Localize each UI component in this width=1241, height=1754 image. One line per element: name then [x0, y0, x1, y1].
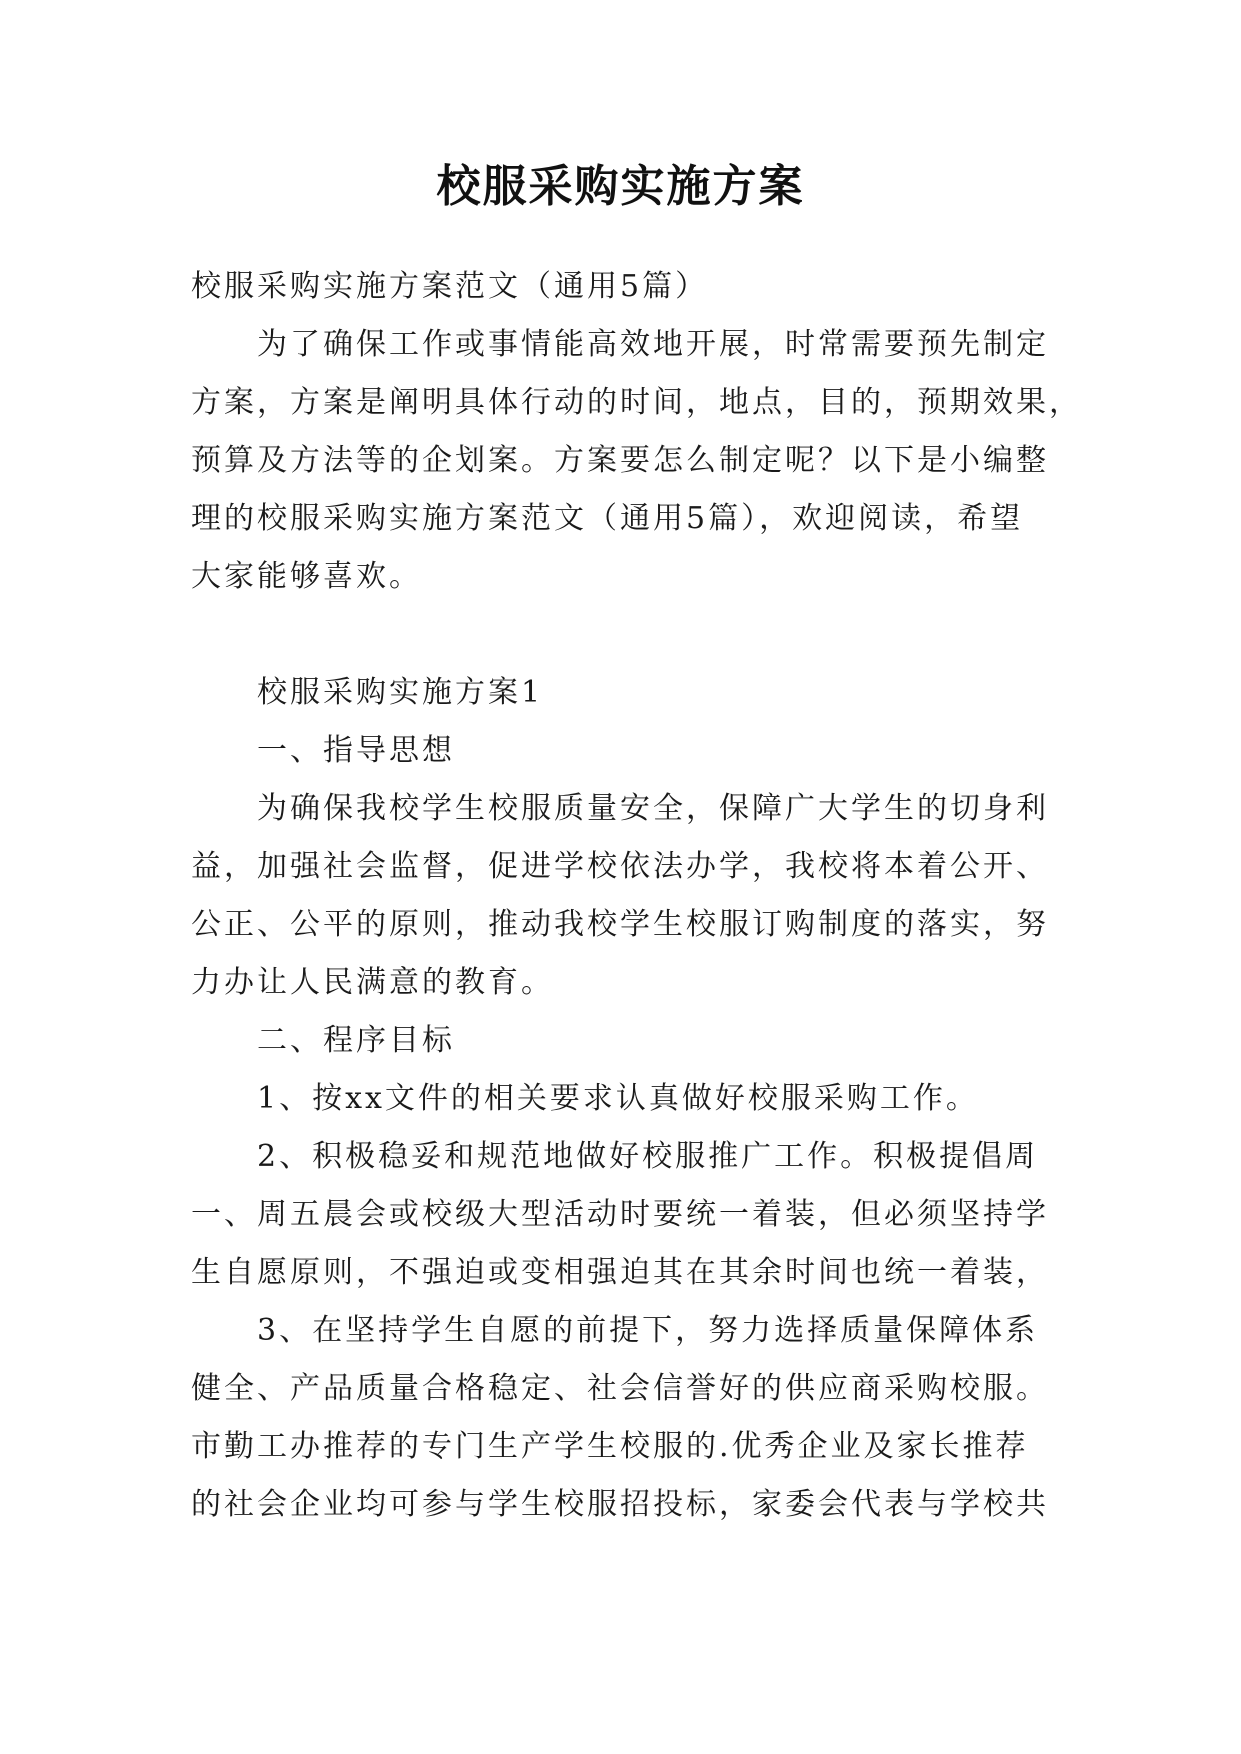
body-text-line: 校服采购实施方案1 — [257, 675, 544, 710]
body-text-line: 2、积极稳妥和规范地做好校服推广工作。积极提倡周 — [257, 1139, 1039, 1174]
body-text-line: 市勤工办推荐的专门生产学生校服的.优秀企业及家长推荐 — [191, 1429, 1029, 1464]
body-text-line: 益，加强社会监督，促进学校依法办学，我校将本着公开、 — [191, 849, 1049, 884]
body-text-line: 一、周五晨会或校级大型活动时要统一着装，但必须坚持学 — [191, 1197, 1049, 1232]
body-text-line: 力办让人民满意的教育。 — [191, 965, 554, 1000]
body-text-line: 方案，方案是阐明具体行动的时间，地点，目的，预期效果， — [191, 385, 1082, 420]
document-body — [191, 258, 1082, 1534]
body-text-line: 为确保我校学生校服质量安全，保障广大学生的切身利 — [257, 791, 1049, 826]
body-text-line: 理的校服采购实施方案范文（通用5篇），欢迎阅读，希望 — [191, 501, 1024, 536]
body-text-line: 为了确保工作或事情能高效地开展，时常需要预先制定 — [257, 327, 1049, 362]
body-text-line: 3、在坚持学生自愿的前提下，努力选择质量保障体系 — [257, 1313, 1039, 1348]
body-text-line: 校服采购实施方案范文（通用5篇） — [191, 269, 709, 304]
body-text-line: 的社会企业均可参与学生校服招投标，家委会代表与学校共 — [191, 1487, 1049, 1522]
body-text-line: 大家能够喜欢。 — [191, 559, 422, 594]
body-text-line: 二、程序目标 — [257, 1023, 455, 1058]
body-text-line: 一、指导思想 — [257, 733, 455, 768]
document-title: 校服采购实施方案 — [436, 161, 805, 212]
body-text-line: 1、按xx文件的相关要求认真做好校服采购工作。 — [257, 1081, 979, 1116]
blank-line — [191, 606, 1061, 664]
body-text-line: 健全、产品质量合格稳定、社会信誉好的供应商采购校服。 — [191, 1371, 1049, 1406]
body-text-line: 生自愿原则，不强迫或变相强迫其在其余时间也统一着装， — [191, 1255, 1049, 1290]
body-text-line: 预算及方法等的企划案。方案要怎么制定呢？以下是小编整 — [191, 443, 1049, 478]
body-text-line: 公正、公平的原则，推动我校学生校服订购制度的落实，努 — [191, 907, 1049, 942]
